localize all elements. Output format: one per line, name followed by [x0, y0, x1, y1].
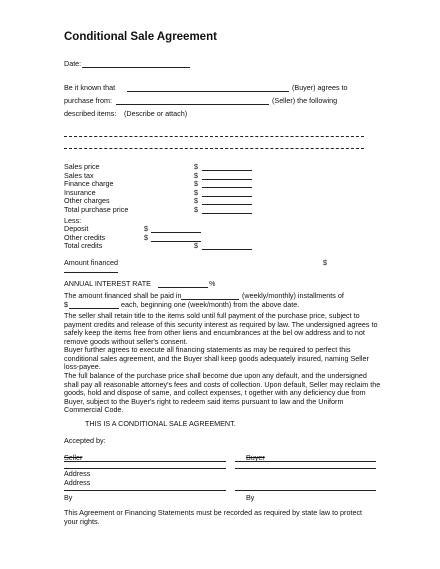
buyer-address-line[interactable] [235, 468, 376, 469]
other-charges-label: Other charges [64, 196, 110, 205]
insurance-field[interactable] [202, 196, 252, 197]
purchase-from-label: purchase from: [64, 96, 112, 105]
buyer-signature-label: Buyer [246, 453, 265, 462]
by-label-right: By [246, 493, 255, 502]
total-purchase-price-field[interactable] [202, 213, 252, 214]
seller-signature-label: Seller [64, 453, 83, 462]
deposit-label: Deposit [64, 224, 89, 233]
installment-currency: $ [64, 299, 68, 309]
address-label-2: Address [64, 478, 91, 487]
sales-price-currency: $ [194, 162, 198, 171]
installments-suffix-label: (weekly/monthly) installments of [242, 291, 344, 300]
each-beginning-label: each, beginning one (week/month) from the above date. [121, 299, 300, 309]
seller-name-field[interactable] [116, 104, 269, 105]
other-credits-currency: $ [144, 232, 148, 242]
amount-financed-field[interactable] [64, 272, 118, 273]
annual-interest-rate-label: ANNUAL INTEREST RATE [64, 279, 151, 288]
insurance-label: Insurance [64, 187, 96, 197]
be-it-known-label: Be it known that [64, 83, 116, 92]
full-balance-paragraph: The full balance of the purchase price shall become due upon any default, and the undersigned shall pay all reasonable attorney's fees and costs of collection. Upon default, Seller may reclaim the goods, hold and dispose of same, and collect expenses, t ogether with any deficiency due from Buyer, subject to the Buyer's right to redeem said items pursuant to law and the Uniform Commercial Code. [64, 371, 381, 415]
seller-following-label: (Seller) the following [272, 96, 338, 105]
less-label: Less: [64, 216, 82, 225]
other-charges-currency: $ [194, 196, 198, 205]
buyer-signature-line[interactable] [235, 461, 376, 462]
percent-sign: % [209, 279, 216, 288]
page-title: Conditional Sale Agreement [64, 31, 217, 43]
by-label-left: By [64, 493, 73, 502]
description-line-1[interactable] [64, 136, 364, 137]
other-charges-field[interactable] [202, 204, 252, 205]
buyer-name-field[interactable] [127, 91, 289, 92]
sales-tax-label: Sales tax [64, 170, 94, 180]
address-label-1: Address [64, 469, 91, 478]
insurance-currency: $ [194, 187, 198, 197]
amount-financed-label: Amount financed [64, 258, 118, 267]
buyer-by-line[interactable] [235, 490, 376, 491]
describe-or-attach-label: (Describe or attach) [124, 109, 188, 118]
finance-charge-label: Finance charge [64, 179, 114, 188]
seller-signature-line[interactable] [64, 461, 226, 462]
total-credits-label: Total credits [64, 241, 103, 250]
deposit-currency: $ [144, 224, 148, 233]
sales-tax-field[interactable] [202, 179, 252, 180]
buyer-agrees-label: (Buyer) agrees to [292, 83, 348, 92]
conditional-statement: THIS IS A CONDITIONAL SALE AGREEMENT. [85, 419, 236, 428]
date-label: Date: [64, 59, 82, 68]
finance-charge-field[interactable] [202, 187, 252, 188]
amount-financed-currency: $ [323, 258, 327, 267]
description-line-2[interactable] [64, 148, 364, 149]
finance-charge-currency: $ [194, 179, 198, 188]
seller-retain-title-paragraph: The seller shall retain title to the items sold until full payment of the purchase price, subject to payment credits and release of this security interest as required by law. The undersigned agrees to safely keep the items free from other liens and encumbrances at the bel ow address and to not remove goods without seller's consent. [64, 311, 378, 346]
financed-paid-label: The amount financed shall be paid in [64, 291, 182, 300]
deposit-field[interactable] [151, 232, 201, 233]
date-field[interactable] [82, 67, 190, 68]
accepted-by-label: Accepted by: [64, 436, 106, 445]
installment-amount-field[interactable] [69, 308, 119, 309]
total-purchase-price-currency: $ [194, 204, 198, 214]
described-items-label: described items: [64, 109, 117, 118]
sales-price-label: Sales price [64, 162, 100, 171]
seller-by-line[interactable] [64, 490, 226, 491]
sales-price-field[interactable] [202, 170, 252, 171]
total-credits-currency: $ [194, 241, 198, 250]
total-credits-field[interactable] [202, 249, 252, 250]
total-purchase-price-label: Total purchase price [64, 204, 129, 214]
footer-note: This Agreement or Financing Statements must be recorded as required by state law to protect your rights. [64, 508, 363, 526]
other-credits-label: Other credits [64, 232, 106, 242]
sales-tax-currency: $ [194, 170, 198, 180]
buyer-financing-paragraph: Buyer further agrees to execute all financing statements as may be required to perfect this conditional sales agreement, and the Buyer shall keep goods adequately insured, naming Seller loss-payee. [64, 345, 369, 372]
annual-interest-rate-field[interactable] [158, 287, 208, 288]
